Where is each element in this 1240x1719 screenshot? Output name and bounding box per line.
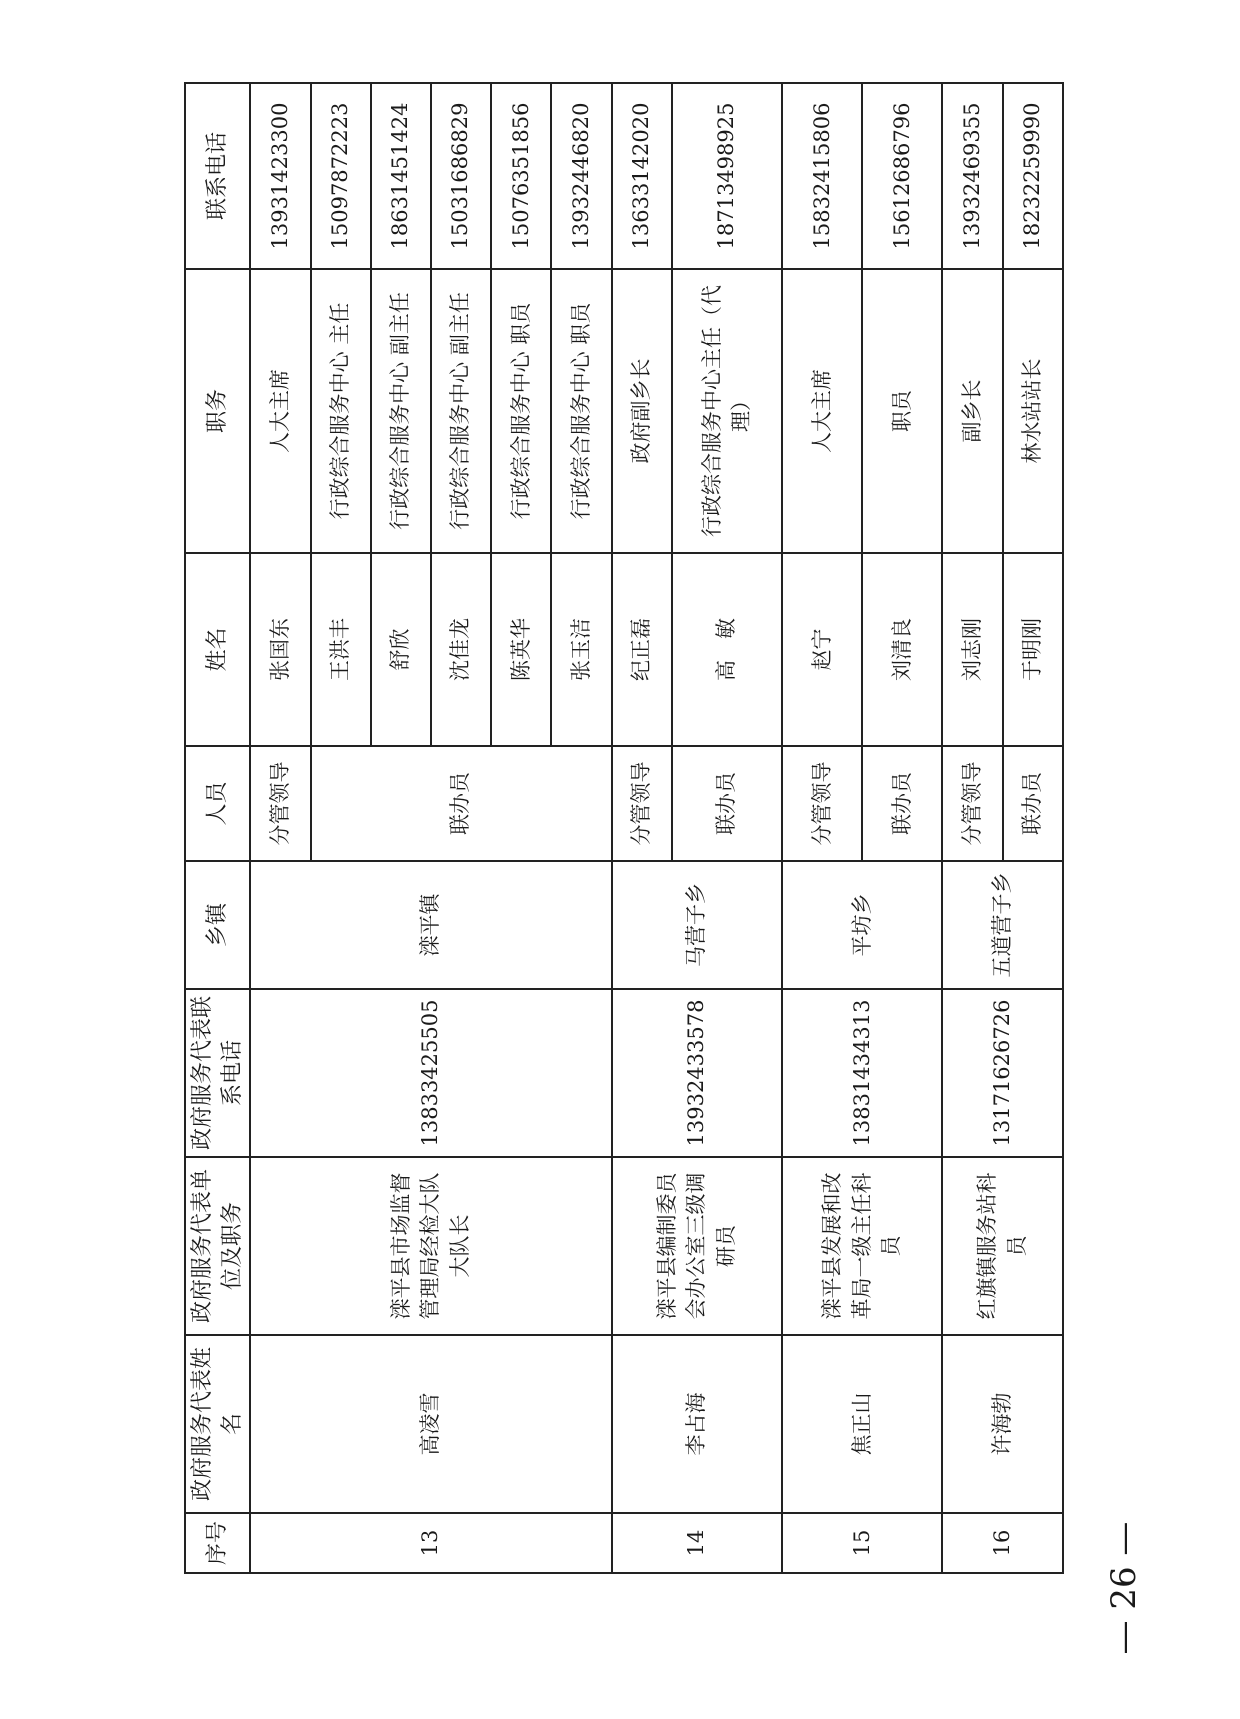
cell-phone: 15832415806 [782, 83, 862, 269]
cell-name: 刘志刚 [942, 553, 1002, 746]
cell-seq: 15 [782, 1513, 942, 1573]
cell-name: 舒欣 [371, 553, 431, 746]
cell-rep-name: 高凌雪 [250, 1335, 611, 1513]
header-row [185, 83, 250, 1573]
cell-duty: 行政综合服务中心 副主任 [371, 269, 431, 553]
cell-role: 分管领导 [942, 746, 1002, 861]
cell-duty: 政府副乡长 [612, 269, 672, 553]
cell-town: 滦平镇 [250, 861, 611, 989]
cell-phone: 15612686796 [862, 83, 942, 269]
cell-name: 张玉洁 [551, 553, 611, 746]
cell-duty: 行政综合服务中心 副主任 [431, 269, 491, 553]
cell-role: 联办员 [672, 746, 782, 861]
header-rep-phone: 政府服务代表联系电话 [185, 989, 250, 1157]
cell-duty: 人大主席 [250, 269, 310, 553]
cell-phone: 15097872223 [311, 83, 371, 269]
cell-seq: 13 [250, 1513, 611, 1573]
cell-duty: 行政综合服务中心 职员 [491, 269, 551, 553]
cell-name: 纪正磊 [612, 553, 672, 746]
cell-town: 平坊乡 [782, 861, 942, 989]
cell-seq: 16 [942, 1513, 1063, 1573]
cell-rep-name: 李占海 [612, 1335, 782, 1513]
header-rep-name: 政府服务代表姓名 [185, 1335, 250, 1513]
cell-phone: 18232259990 [1003, 83, 1063, 269]
cell-duty: 人大主席 [782, 269, 862, 553]
cell-phone: 15076351856 [491, 83, 551, 269]
cell-name: 沈佳龙 [431, 553, 491, 746]
table-row [782, 83, 862, 1573]
cell-name: 刘清良 [862, 553, 942, 746]
cell-role: 联办员 [862, 746, 942, 861]
cell-role: 分管领导 [782, 746, 862, 861]
cell-name: 于明刚 [1003, 553, 1063, 746]
cell-role: 分管领导 [250, 746, 310, 861]
cell-rep-unit: 滦平县编制委员会办公室三级调研员 [612, 1157, 782, 1335]
table-row [612, 83, 672, 1573]
cell-town: 马营子乡 [612, 861, 782, 989]
cell-role: 联办员 [1003, 746, 1063, 861]
header-role: 人员 [185, 746, 250, 861]
cell-name: 赵宁 [782, 553, 862, 746]
cell-name: 陈英华 [491, 553, 551, 746]
cell-role: 分管领导 [612, 746, 672, 861]
cell-rep-name: 焦正山 [782, 1335, 942, 1513]
cell-phone: 13633142020 [612, 83, 672, 269]
cell-phone: 13932469355 [942, 83, 1002, 269]
cell-phone: 13932446820 [551, 83, 611, 269]
header-duty: 职务 [185, 269, 250, 553]
header-phone: 联系电话 [185, 83, 250, 269]
cell-rep-name: 许海勃 [942, 1335, 1063, 1513]
cell-duty: 职员 [862, 269, 942, 553]
cell-name: 高 敏 [672, 553, 782, 746]
cell-rep-unit: 滦平县发展和改革局一级主任科员 [782, 1157, 942, 1335]
cell-phone: 18631451424 [371, 83, 431, 269]
cell-rep-unit: 滦平县市场监督管理局经检大队大队长 [250, 1157, 611, 1335]
cell-rep-phone: 13833425505 [250, 989, 611, 1157]
cell-town: 五道营子乡 [942, 861, 1063, 989]
rotated-table-wrapper [184, 84, 1064, 1574]
header-seq: 序号 [185, 1513, 250, 1573]
cell-seq: 14 [612, 1513, 782, 1573]
header-town: 乡镇 [185, 861, 250, 989]
table-row [942, 83, 1002, 1573]
cell-duty: 行政综合服务中心主任（代理） [672, 269, 782, 553]
cell-duty: 副乡长 [942, 269, 1002, 553]
cell-duty: 行政综合服务中心 职员 [551, 269, 611, 553]
cell-rep-phone: 13831434313 [782, 989, 942, 1157]
cell-role: 联办员 [311, 746, 612, 861]
service-rep-table [184, 82, 1064, 1574]
cell-phone: 13931423300 [250, 83, 310, 269]
cell-duty: 林水站站长 [1003, 269, 1063, 553]
cell-rep-phone: 13171626726 [942, 989, 1063, 1157]
cell-name: 王洪丰 [311, 553, 371, 746]
cell-duty: 行政综合服务中心 主任 [311, 269, 371, 553]
header-name: 姓名 [185, 553, 250, 746]
cell-rep-phone: 13932433578 [612, 989, 782, 1157]
cell-name: 张国东 [250, 553, 310, 746]
cell-rep-unit: 红旗镇服务站科员 [942, 1157, 1063, 1335]
page-number: — 26 — [1104, 1521, 1144, 1655]
header-rep-unit: 政府服务代表单位及职务 [185, 1157, 250, 1335]
table-row [250, 83, 310, 1573]
cell-phone: 18713498925 [672, 83, 782, 269]
cell-phone: 15031686829 [431, 83, 491, 269]
